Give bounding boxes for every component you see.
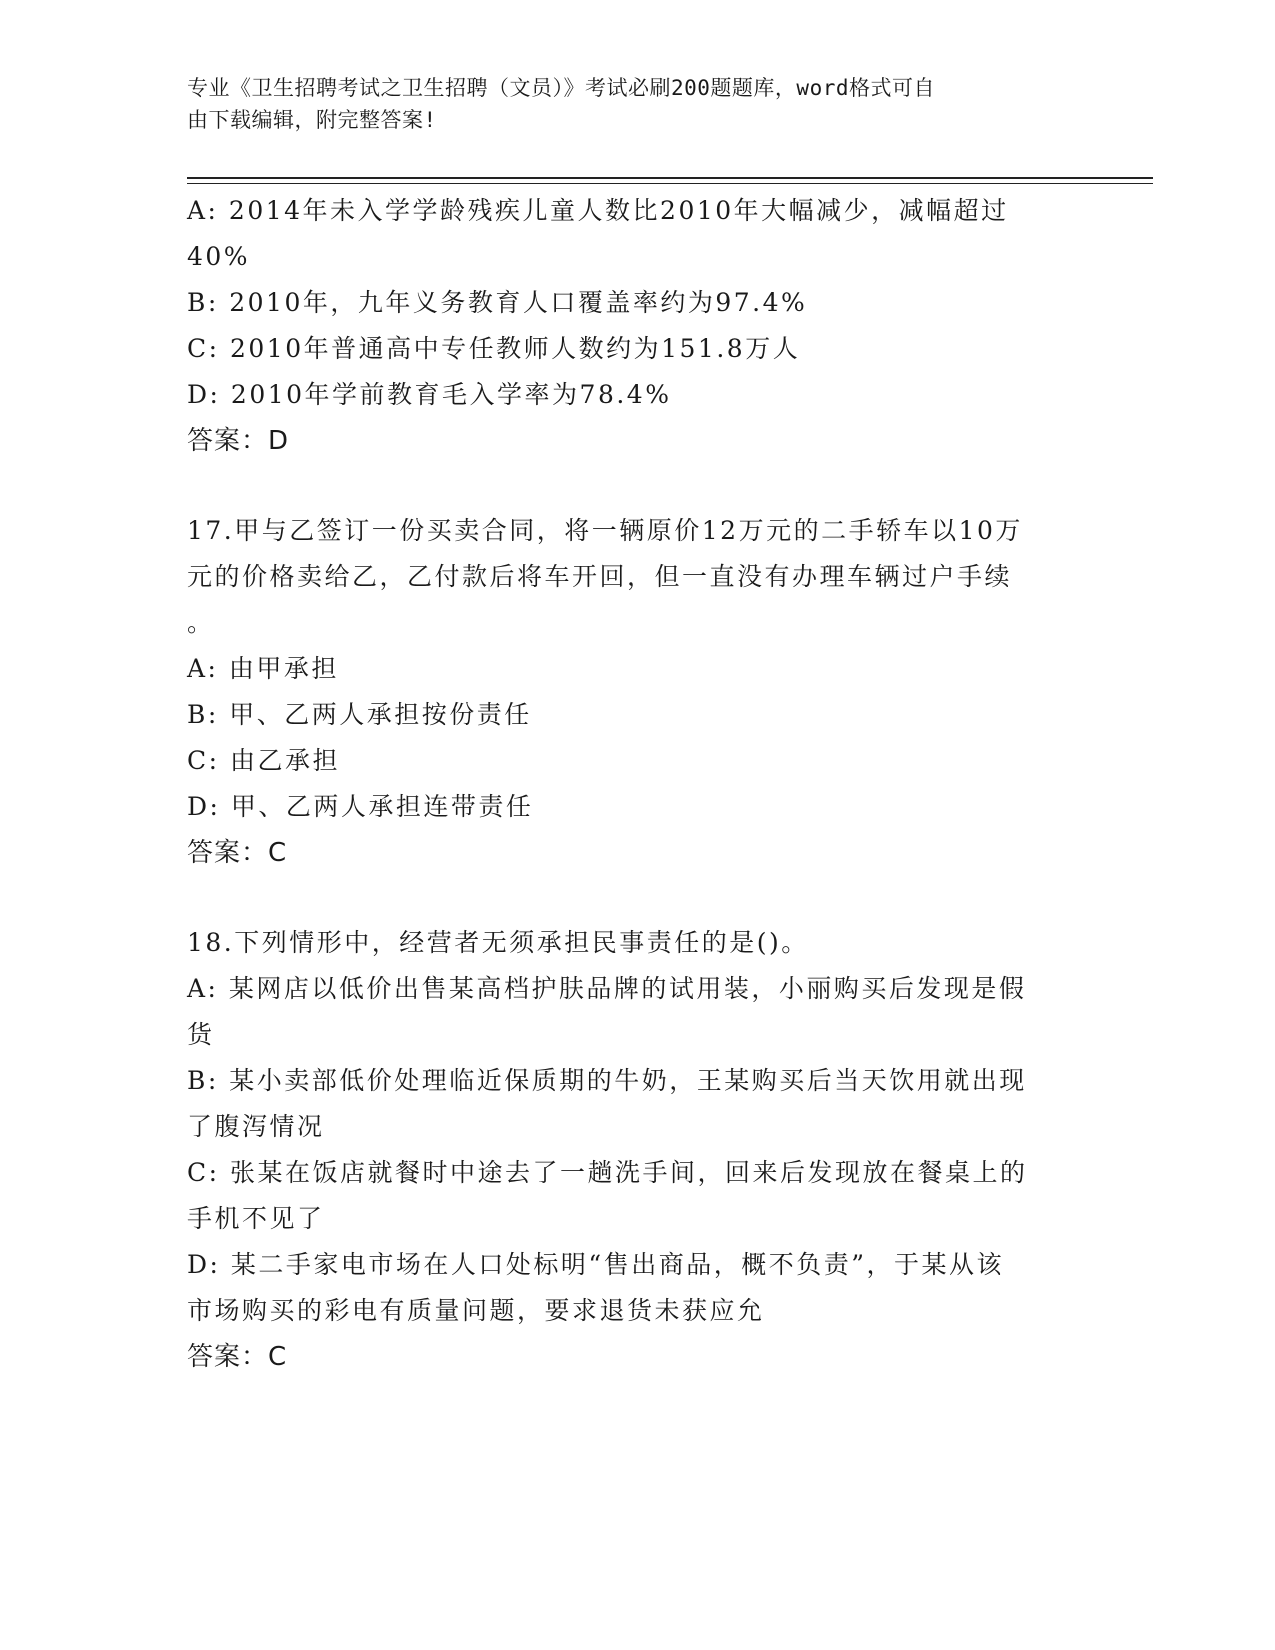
q17-stem-line-1: 17.甲与乙签订一份买卖合同，将一辆原价12万元的二手轿车以10万 xyxy=(187,516,1023,545)
q18-answer: 答案：C xyxy=(187,1342,288,1372)
header-line-2: 由下载编辑，附完整答案! xyxy=(187,108,437,132)
question-18-block xyxy=(187,920,1087,1380)
q18-option-d-line-2: 市场购买的彩电有质量问题，要求退货未获应允 xyxy=(187,1296,765,1325)
q17-option-b: B: 甲、乙两人承担按份责任 xyxy=(187,700,532,729)
q18-stem: 18.下列情形中，经营者无须承担民事责任的是()。 xyxy=(187,928,809,957)
q18-option-b-line-2: 了腹泻情况 xyxy=(187,1112,325,1141)
q16-option-c: C: 2010年普通高中专任教师人数约为151.8万人 xyxy=(187,334,801,363)
q16-option-a-line-1: A: 2014年未入学学龄残疾儿童人数比2010年大幅减少，减幅超过 xyxy=(187,196,1009,225)
q16-option-a-line-2: 40% xyxy=(187,242,251,271)
q17-option-c: C: 由乙承担 xyxy=(187,746,340,775)
q18-option-c-line-2: 手机不见了 xyxy=(187,1204,325,1233)
q17-answer: 答案：C xyxy=(187,838,288,868)
header-divider-thin xyxy=(187,183,1153,184)
header-line-1: 专业《卫生招聘考试之卫生招聘（文员）》考试必刷200题题库，word格式可自 xyxy=(187,76,935,100)
q18-option-a-line-1: A: 某网店以低价出售某高档护肤品牌的试用装，小丽购买后发现是假 xyxy=(187,974,1027,1003)
q18-option-d-line-1: D: 某二手家电市场在人口处标明“售出商品，概不负责”，于某从该 xyxy=(187,1250,1004,1279)
q16-option-d: D: 2010年学前教育毛入学率为78.4% xyxy=(187,380,672,409)
document-header xyxy=(187,72,1087,136)
question-spacer xyxy=(187,464,1087,508)
q17-stem-line-3: 。 xyxy=(187,608,215,637)
question-16-block xyxy=(187,188,1087,464)
q17-option-a: A: 由甲承担 xyxy=(187,654,339,683)
q18-option-a-line-2: 货 xyxy=(187,1020,215,1049)
question-17-block xyxy=(187,508,1087,876)
q16-answer: 答案：D xyxy=(187,426,290,456)
header-divider-thick xyxy=(187,177,1153,179)
question-spacer xyxy=(187,876,1087,920)
q18-option-c-line-1: C: 张某在饭店就餐时中途去了一趟洗手间，回来后发现放在餐桌上的 xyxy=(187,1158,1028,1187)
q16-option-b: B: 2010年，九年义务教育人口覆盖率约为97.4% xyxy=(187,288,808,317)
q18-option-b-line-1: B: 某小卖部低价处理临近保质期的牛奶，王某购买后当天饮用就出现 xyxy=(187,1066,1027,1095)
q17-option-d: D: 甲、乙两人承担连带责任 xyxy=(187,792,534,821)
q17-stem-line-2: 元的价格卖给乙，乙付款后将车开回，但一直没有办理车辆过户手续 xyxy=(187,562,1013,591)
question-content xyxy=(187,188,1087,1380)
